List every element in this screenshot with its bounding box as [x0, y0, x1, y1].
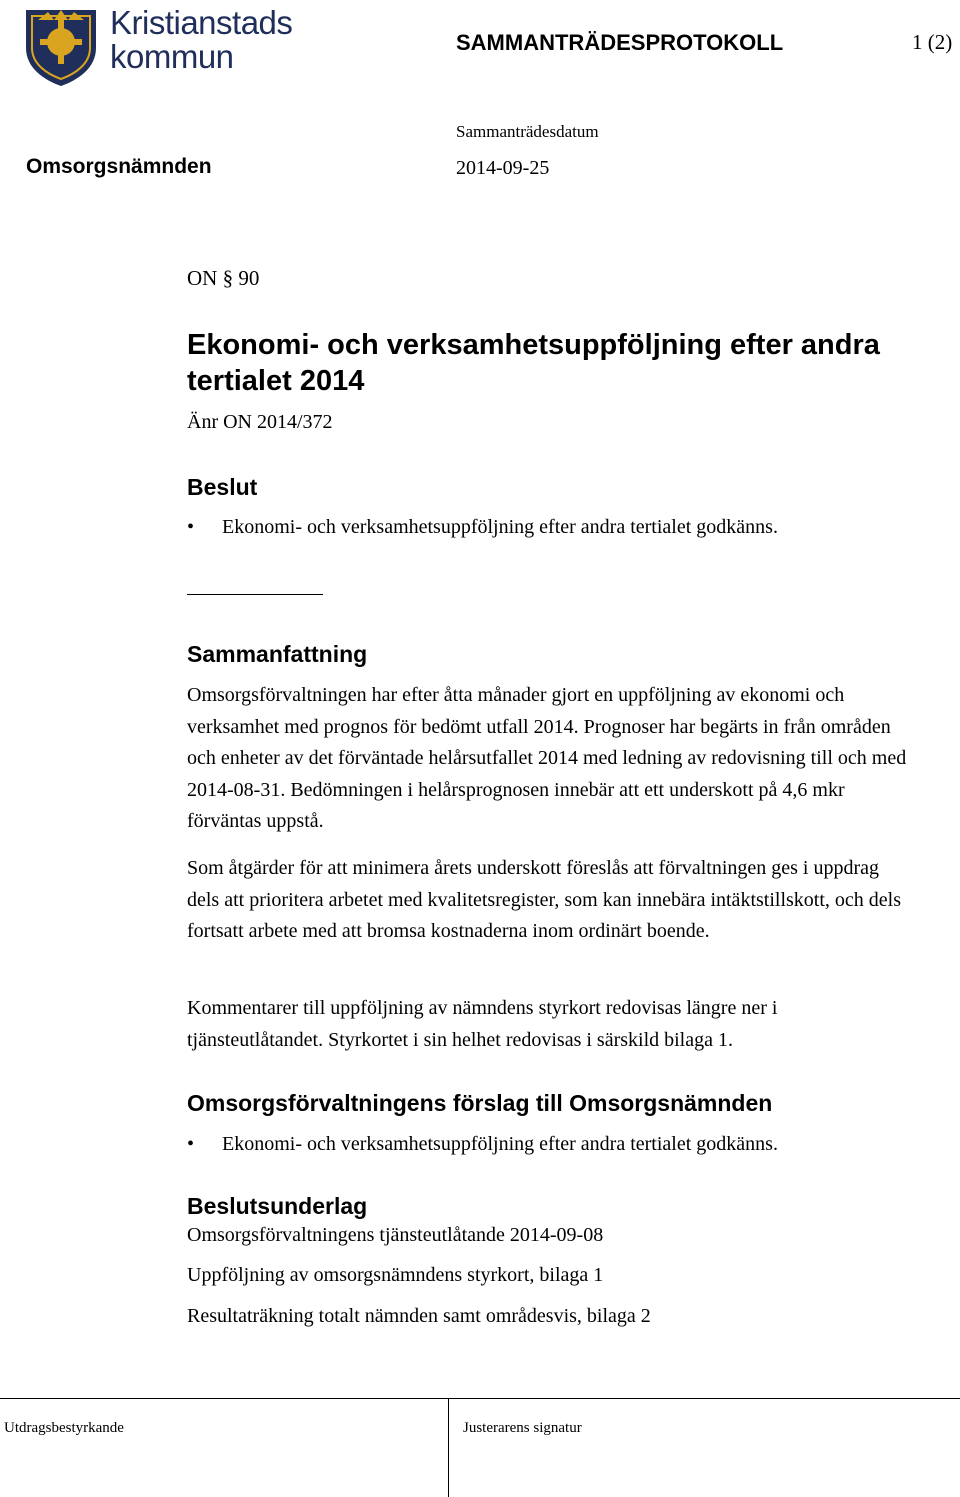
proposal-text: Ekonomi- och verksamhetsuppföljning efter andra tertialet godkänns.	[222, 1133, 778, 1155]
paragraph-number: ON § 90	[187, 266, 260, 290]
board-name: Omsorgsnämnden	[26, 155, 212, 178]
decision-heading: Beslut	[187, 474, 258, 500]
summary-heading: Sammanfattning	[187, 641, 368, 667]
logo-line-1: Kristianstads	[110, 4, 293, 41]
logo-line-2: kommun	[110, 38, 234, 75]
page-title: Ekonomi- och verksamhetsuppföljning efter andra tertialet 2014	[187, 329, 880, 397]
decision-text: Ekonomi- och verksamhetsuppföljning efter andra tertialet godkänns.	[222, 516, 778, 538]
footer-attest-label: Utdragsbestyrkande	[4, 1420, 124, 1436]
footer-signature-label: Justerarens signatur	[463, 1420, 582, 1436]
logo-wordmark	[110, 6, 292, 74]
footer-divider	[0, 1398, 960, 1399]
proposal-heading: Omsorgsförvaltningens förslag till Omsorgsnämnden	[187, 1090, 773, 1116]
meeting-date: 2014-09-25	[456, 157, 550, 179]
coat-of-arms-icon	[18, 2, 104, 88]
basis-heading: Beslutsunderlag	[187, 1193, 368, 1219]
bullet-icon: •	[187, 516, 195, 538]
bullet-icon: •	[187, 1133, 195, 1155]
summary-paragraph-2: Som åtgärder för att minimera årets underskott föreslås att förvaltningen ges i uppdrag dels att prioritera arbetet med kvalitetsregister, som kan innebära intäktstillskott, och dels fortsatt arbete med att bromsa kostnaderna inom ordinärt boende.	[187, 857, 901, 942]
document-type: SAMMANTRÄDESPROTOKOLL	[456, 30, 784, 55]
basis-item-3: Resultaträkning totalt nämnden samt områdesvis, bilaga 2	[187, 1305, 651, 1327]
summary-paragraph-3: Kommentarer till uppföljning av nämndens styrkort redovisas längre ner i tjänsteutlåtandet. Styrkortet i sin helhet redovisas i särskild bilaga 1.	[187, 997, 778, 1051]
summary-paragraph-1: Omsorgsförvaltningen har efter åtta månader gjort en uppföljning av ekonomi och verksamhet med prognos för bedömt utfall 2014. Prognoser har begärts in från områden och enheter av det förväntade helårsutfallet 2014 med ledning av redovisning till och med 2014-08-31. Bedömningen i helårsprognosen innebär att ett underskott på 4,6 mkr förväntas uppstå.	[187, 684, 907, 832]
page-number: 1 (2)	[912, 30, 953, 54]
basis-item-2: Uppföljning av omsorgsnämndens styrkort, bilaga 1	[187, 1264, 604, 1286]
case-number: Änr ON 2014/372	[187, 411, 333, 433]
basis-item-1: Omsorgsförvaltningens tjänsteutlåtande 2014-09-08	[187, 1224, 604, 1246]
proposal-bullet	[187, 1129, 778, 1161]
footer-column-divider	[448, 1398, 449, 1497]
divider	[187, 594, 323, 595]
date-label: Sammanträdesdatum	[456, 122, 599, 141]
municipality-logo	[18, 2, 298, 90]
decision-bullet	[187, 512, 778, 544]
